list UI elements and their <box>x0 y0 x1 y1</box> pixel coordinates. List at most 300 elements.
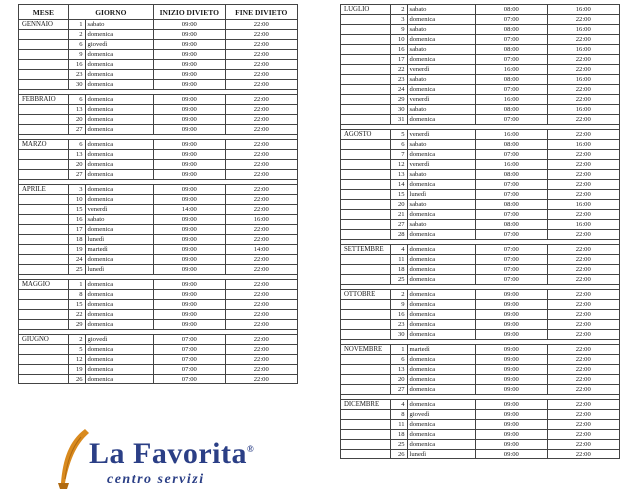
weekday-cell: venerdì <box>408 160 477 169</box>
start-time-cell: 09:00 <box>154 185 225 194</box>
start-time-cell: 09:00 <box>476 365 547 374</box>
start-time-cell: 09:00 <box>154 280 225 289</box>
weekday-cell: domenica <box>408 300 477 309</box>
month-cell <box>19 375 69 383</box>
month-cell <box>341 330 391 339</box>
start-time-cell: 09:00 <box>476 355 547 364</box>
month-cell <box>19 310 69 319</box>
start-time-cell: 09:00 <box>154 50 225 59</box>
table-row <box>340 114 620 124</box>
table-row <box>340 219 620 229</box>
month-cell <box>341 15 391 24</box>
start-time-cell: 09:00 <box>154 160 225 169</box>
start-time-cell: 09:00 <box>476 385 547 394</box>
start-time-cell: 16:00 <box>476 65 547 74</box>
table-row <box>18 289 298 299</box>
day-number-cell: 1 <box>69 280 86 289</box>
end-time-cell: 22:00 <box>253 336 269 343</box>
day-number-cell: 30 <box>69 80 86 89</box>
end-time-cell: 22:00 <box>253 126 269 133</box>
weekday-cell: domenica <box>408 440 477 449</box>
day-number-cell: 16 <box>69 60 86 69</box>
table-row <box>340 449 620 459</box>
day-number-cell: 20 <box>69 115 86 124</box>
start-time-cell: 09:00 <box>476 375 547 384</box>
weekday-cell: domenica <box>408 320 477 329</box>
end-time-cell: 22:00 <box>253 41 269 48</box>
table-row <box>18 204 298 214</box>
month-cell <box>19 160 69 169</box>
end-time-cell: 22:00 <box>575 171 591 178</box>
start-time-cell: 07:00 <box>154 355 225 364</box>
end-time-cell: 14:00 <box>253 246 269 253</box>
table-row <box>340 319 620 329</box>
start-time-cell: 07:00 <box>476 255 547 264</box>
weekday-cell: sabato <box>408 5 477 14</box>
end-time-cell: 22:00 <box>253 375 269 383</box>
day-number-cell: 31 <box>391 115 408 124</box>
start-time-cell: 09:00 <box>476 400 547 409</box>
end-time-cell: 22:00 <box>253 171 269 178</box>
table-row <box>340 329 620 339</box>
month-cell <box>19 355 69 364</box>
end-time-cell: 22:00 <box>575 211 591 218</box>
weekday-cell: domenica <box>86 95 155 104</box>
month-cell <box>19 40 69 49</box>
company-logo <box>55 427 295 497</box>
start-time-cell: 08:00 <box>476 200 547 209</box>
weekday-cell: sabato <box>408 75 477 84</box>
day-number-cell: 17 <box>391 55 408 64</box>
weekday-cell: domenica <box>86 375 155 383</box>
month-cell <box>341 170 391 179</box>
table-row <box>340 4 620 14</box>
table-header <box>18 4 298 19</box>
weekday-cell: venerdì <box>408 65 477 74</box>
table-row <box>340 64 620 74</box>
end-time-cell: 22:00 <box>575 231 591 238</box>
weekday-cell: domenica <box>408 245 477 254</box>
header-inizio: INIZIO DIVIETO <box>154 5 225 19</box>
end-time-cell: 22:00 <box>575 346 591 353</box>
weekday-cell: domenica <box>408 365 477 374</box>
month-cell <box>341 410 391 419</box>
weekday-cell: lunedì <box>86 265 155 274</box>
table-row <box>340 54 620 64</box>
month-cell <box>19 300 69 309</box>
end-time-cell: 22:00 <box>253 61 269 68</box>
day-number-cell: 7 <box>391 150 408 159</box>
end-time-cell: 22:00 <box>253 366 269 373</box>
table-row <box>340 84 620 94</box>
day-number-cell: 27 <box>391 220 408 229</box>
end-time-cell: 22:00 <box>575 116 591 123</box>
month-cell: DICEMBRE <box>341 400 391 409</box>
calendar-table-left <box>18 4 298 384</box>
end-time-cell: 22:00 <box>575 86 591 93</box>
month-cell <box>341 45 391 54</box>
day-number-cell: 14 <box>391 180 408 189</box>
table-row <box>18 184 298 194</box>
month-cell: OTTOBRE <box>341 290 391 299</box>
start-time-cell: 09:00 <box>476 450 547 458</box>
month-cell <box>19 60 69 69</box>
end-time-cell: 22:00 <box>253 161 269 168</box>
weekday-cell: domenica <box>86 280 155 289</box>
start-time-cell: 07:00 <box>476 190 547 199</box>
month-cell <box>341 190 391 199</box>
month-cell <box>341 95 391 104</box>
day-number-cell: 12 <box>391 160 408 169</box>
weekday-cell: domenica <box>408 15 477 24</box>
month-cell <box>341 365 391 374</box>
month-cell <box>341 275 391 284</box>
month-cell <box>341 180 391 189</box>
end-time-cell: 22:00 <box>575 356 591 363</box>
day-number-cell: 13 <box>391 365 408 374</box>
start-time-cell: 09:00 <box>154 95 225 104</box>
end-time-cell: 16:00 <box>575 76 591 83</box>
end-time-cell: 22:00 <box>253 356 269 363</box>
month-cell <box>341 385 391 394</box>
day-number-cell: 13 <box>69 105 86 114</box>
start-time-cell: 09:00 <box>476 410 547 419</box>
table-row <box>340 44 620 54</box>
day-number-cell: 11 <box>391 420 408 429</box>
end-time-cell: 16:00 <box>575 6 591 13</box>
start-time-cell: 09:00 <box>154 235 225 244</box>
calendar-table-right <box>340 4 620 459</box>
weekday-cell: domenica <box>408 180 477 189</box>
day-number-cell: 26 <box>391 450 408 458</box>
weekday-cell: domenica <box>408 420 477 429</box>
day-number-cell: 6 <box>391 140 408 149</box>
start-time-cell: 09:00 <box>154 290 225 299</box>
day-number-cell: 21 <box>391 210 408 219</box>
start-time-cell: 09:00 <box>154 40 225 49</box>
month-cell <box>341 320 391 329</box>
day-number-cell: 8 <box>391 410 408 419</box>
month-cell <box>341 65 391 74</box>
table-row <box>340 129 620 139</box>
day-number-cell: 18 <box>391 265 408 274</box>
table-row <box>340 14 620 24</box>
start-time-cell: 09:00 <box>476 330 547 339</box>
weekday-cell: domenica <box>86 255 155 264</box>
month-cell <box>341 230 391 239</box>
month-cell <box>341 35 391 44</box>
table-body <box>18 19 298 384</box>
day-number-cell: 13 <box>69 150 86 159</box>
weekday-cell: giovedì <box>86 40 155 49</box>
start-time-cell: 07:00 <box>154 365 225 374</box>
end-time-cell: 22:00 <box>575 411 591 418</box>
month-cell <box>19 345 69 354</box>
day-number-cell: 25 <box>391 275 408 284</box>
end-time-cell: 22:00 <box>253 291 269 298</box>
table-row <box>18 49 298 59</box>
day-number-cell: 16 <box>391 45 408 54</box>
end-time-cell: 22:00 <box>575 441 591 448</box>
weekday-cell: domenica <box>86 30 155 39</box>
table-row <box>340 179 620 189</box>
day-number-cell: 3 <box>391 15 408 24</box>
start-time-cell: 07:00 <box>476 115 547 124</box>
day-number-cell: 22 <box>391 65 408 74</box>
month-cell <box>19 70 69 79</box>
start-time-cell: 09:00 <box>154 60 225 69</box>
month-cell <box>341 375 391 384</box>
table-body <box>340 4 620 459</box>
end-time-cell: 16:00 <box>575 141 591 148</box>
start-time-cell: 09:00 <box>154 105 225 114</box>
end-time-cell: 22:00 <box>575 181 591 188</box>
weekday-cell: venerdì <box>408 130 477 139</box>
end-time-cell: 22:00 <box>575 56 591 63</box>
start-time-cell: 09:00 <box>154 225 225 234</box>
month-cell <box>19 195 69 204</box>
start-time-cell: 09:00 <box>154 140 225 149</box>
end-time-cell: 22:00 <box>575 376 591 383</box>
weekday-cell: domenica <box>86 365 155 374</box>
day-number-cell: 27 <box>69 170 86 179</box>
start-time-cell: 07:00 <box>154 345 225 354</box>
month-cell <box>341 105 391 114</box>
table-row <box>340 384 620 394</box>
table-row <box>18 139 298 149</box>
month-cell <box>341 160 391 169</box>
end-time-cell: 22:00 <box>575 301 591 308</box>
end-time-cell: 22:00 <box>253 81 269 88</box>
start-time-cell: 09:00 <box>154 115 225 124</box>
weekday-cell: domenica <box>408 430 477 439</box>
end-time-cell: 22:00 <box>575 366 591 373</box>
weekday-cell: lunedì <box>408 450 477 458</box>
weekday-cell: domenica <box>86 125 155 134</box>
start-time-cell: 07:00 <box>476 245 547 254</box>
end-time-cell: 22:00 <box>575 66 591 73</box>
day-number-cell: 30 <box>391 105 408 114</box>
day-number-cell: 24 <box>69 255 86 264</box>
weekday-cell: domenica <box>86 290 155 299</box>
month-cell <box>341 140 391 149</box>
day-number-cell: 12 <box>69 355 86 364</box>
day-number-cell: 2 <box>391 5 408 14</box>
start-time-cell: 07:00 <box>154 375 225 383</box>
weekday-cell: lunedì <box>408 190 477 199</box>
end-time-cell: 22:00 <box>253 266 269 273</box>
month-cell <box>341 265 391 274</box>
month-cell <box>341 210 391 219</box>
weekday-cell: martedì <box>408 345 477 354</box>
weekday-cell: domenica <box>86 50 155 59</box>
table-row <box>18 374 298 384</box>
weekday-cell: domenica <box>86 345 155 354</box>
start-time-cell: 07:00 <box>476 275 547 284</box>
start-time-cell: 09:00 <box>476 300 547 309</box>
month-cell <box>341 25 391 34</box>
start-time-cell: 16:00 <box>476 130 547 139</box>
day-number-cell: 3 <box>69 185 86 194</box>
month-cell <box>341 150 391 159</box>
end-time-cell: 22:00 <box>253 311 269 318</box>
start-time-cell: 07:00 <box>476 230 547 239</box>
day-number-cell: 23 <box>391 320 408 329</box>
table-row <box>18 254 298 264</box>
month-cell <box>341 420 391 429</box>
weekday-cell: domenica <box>86 105 155 114</box>
end-time-cell: 22:00 <box>575 276 591 283</box>
weekday-cell: sabato <box>408 220 477 229</box>
start-time-cell: 08:00 <box>476 170 547 179</box>
weekday-cell: domenica <box>408 115 477 124</box>
table-row <box>340 399 620 409</box>
month-cell <box>341 220 391 229</box>
weekday-cell: domenica <box>408 400 477 409</box>
weekday-cell: sabato <box>408 170 477 179</box>
table-row <box>18 279 298 289</box>
weekday-cell: domenica <box>408 210 477 219</box>
table-row <box>340 34 620 44</box>
weekday-cell: venerdì <box>86 205 155 214</box>
start-time-cell: 09:00 <box>154 310 225 319</box>
month-cell <box>19 170 69 179</box>
end-time-cell: 22:00 <box>253 71 269 78</box>
table-row <box>340 209 620 219</box>
start-time-cell: 16:00 <box>476 95 547 104</box>
day-number-cell: 1 <box>69 20 86 29</box>
start-time-cell: 07:00 <box>476 210 547 219</box>
end-time-cell: 22:00 <box>575 421 591 428</box>
month-cell <box>19 365 69 374</box>
logo-name: La Favorita® <box>89 437 255 470</box>
table-row <box>18 29 298 39</box>
month-cell <box>19 255 69 264</box>
table-row <box>18 224 298 234</box>
start-time-cell: 08:00 <box>476 75 547 84</box>
day-number-cell: 19 <box>69 365 86 374</box>
day-number-cell: 9 <box>391 25 408 34</box>
end-time-cell: 16:00 <box>575 201 591 208</box>
weekday-cell: sabato <box>408 25 477 34</box>
table-row <box>340 409 620 419</box>
weekday-cell: domenica <box>86 195 155 204</box>
month-cell: AGOSTO <box>341 130 391 139</box>
day-number-cell: 16 <box>69 215 86 224</box>
day-number-cell: 16 <box>391 310 408 319</box>
month-cell <box>341 115 391 124</box>
month-cell <box>341 430 391 439</box>
day-number-cell: 9 <box>69 50 86 59</box>
weekday-cell: domenica <box>408 385 477 394</box>
start-time-cell: 09:00 <box>476 440 547 449</box>
start-time-cell: 09:00 <box>154 170 225 179</box>
day-number-cell: 18 <box>69 235 86 244</box>
day-number-cell: 11 <box>391 255 408 264</box>
table-row <box>18 244 298 254</box>
day-number-cell: 2 <box>69 30 86 39</box>
day-number-cell: 25 <box>391 440 408 449</box>
table-row <box>340 439 620 449</box>
end-time-cell: 22:00 <box>575 266 591 273</box>
day-number-cell: 20 <box>391 375 408 384</box>
table-row <box>340 104 620 114</box>
end-time-cell: 16:00 <box>575 106 591 113</box>
day-number-cell: 6 <box>69 40 86 49</box>
day-number-cell: 1 <box>391 345 408 354</box>
table-row <box>18 159 298 169</box>
start-time-cell: 07:00 <box>476 35 547 44</box>
start-time-cell: 16:00 <box>476 160 547 169</box>
start-time-cell: 09:00 <box>154 195 225 204</box>
weekday-cell: domenica <box>408 85 477 94</box>
table-row <box>340 354 620 364</box>
table-row <box>18 19 298 29</box>
table-row <box>18 39 298 49</box>
end-time-cell: 22:00 <box>575 246 591 253</box>
end-time-cell: 22:00 <box>253 116 269 123</box>
month-cell: SETTEMBRE <box>341 245 391 254</box>
start-time-cell: 09:00 <box>154 215 225 224</box>
day-number-cell: 8 <box>69 290 86 299</box>
start-time-cell: 08:00 <box>476 140 547 149</box>
table-row <box>340 169 620 179</box>
table-row <box>18 169 298 179</box>
table-row <box>340 189 620 199</box>
end-time-cell: 22:00 <box>575 161 591 168</box>
table-row <box>340 254 620 264</box>
month-cell <box>19 245 69 254</box>
table-row <box>340 274 620 284</box>
table-row <box>340 429 620 439</box>
month-cell: NOVEMBRE <box>341 345 391 354</box>
header-giorno: GIORNO <box>69 5 154 19</box>
start-time-cell: 08:00 <box>476 45 547 54</box>
end-time-cell: 22:00 <box>575 256 591 263</box>
day-number-cell: 20 <box>69 160 86 169</box>
table-row <box>18 299 298 309</box>
logo-tagline: centro servizi <box>107 472 205 487</box>
end-time-cell: 22:00 <box>253 106 269 113</box>
start-time-cell: 07:00 <box>476 180 547 189</box>
day-number-cell: 29 <box>391 95 408 104</box>
start-time-cell: 09:00 <box>476 430 547 439</box>
table-row <box>340 159 620 169</box>
day-number-cell: 15 <box>69 205 86 214</box>
end-time-cell: 16:00 <box>575 26 591 33</box>
end-time-cell: 22:00 <box>575 16 591 23</box>
end-time-cell: 22:00 <box>575 331 591 338</box>
month-cell <box>19 125 69 134</box>
start-time-cell: 08:00 <box>476 25 547 34</box>
day-number-cell: 13 <box>391 170 408 179</box>
start-time-cell: 07:00 <box>476 265 547 274</box>
day-number-cell: 6 <box>69 140 86 149</box>
table-row <box>18 124 298 134</box>
day-number-cell: 24 <box>391 85 408 94</box>
table-row <box>18 59 298 69</box>
table-row <box>18 94 298 104</box>
table-row <box>340 244 620 254</box>
day-number-cell: 10 <box>391 35 408 44</box>
month-cell: GENNAIO <box>19 20 69 29</box>
day-number-cell: 15 <box>69 300 86 309</box>
end-time-cell: 22:00 <box>575 431 591 438</box>
start-time-cell: 07:00 <box>476 85 547 94</box>
month-cell: LUGLIO <box>341 5 391 14</box>
table-row <box>18 364 298 374</box>
table-row <box>18 79 298 89</box>
